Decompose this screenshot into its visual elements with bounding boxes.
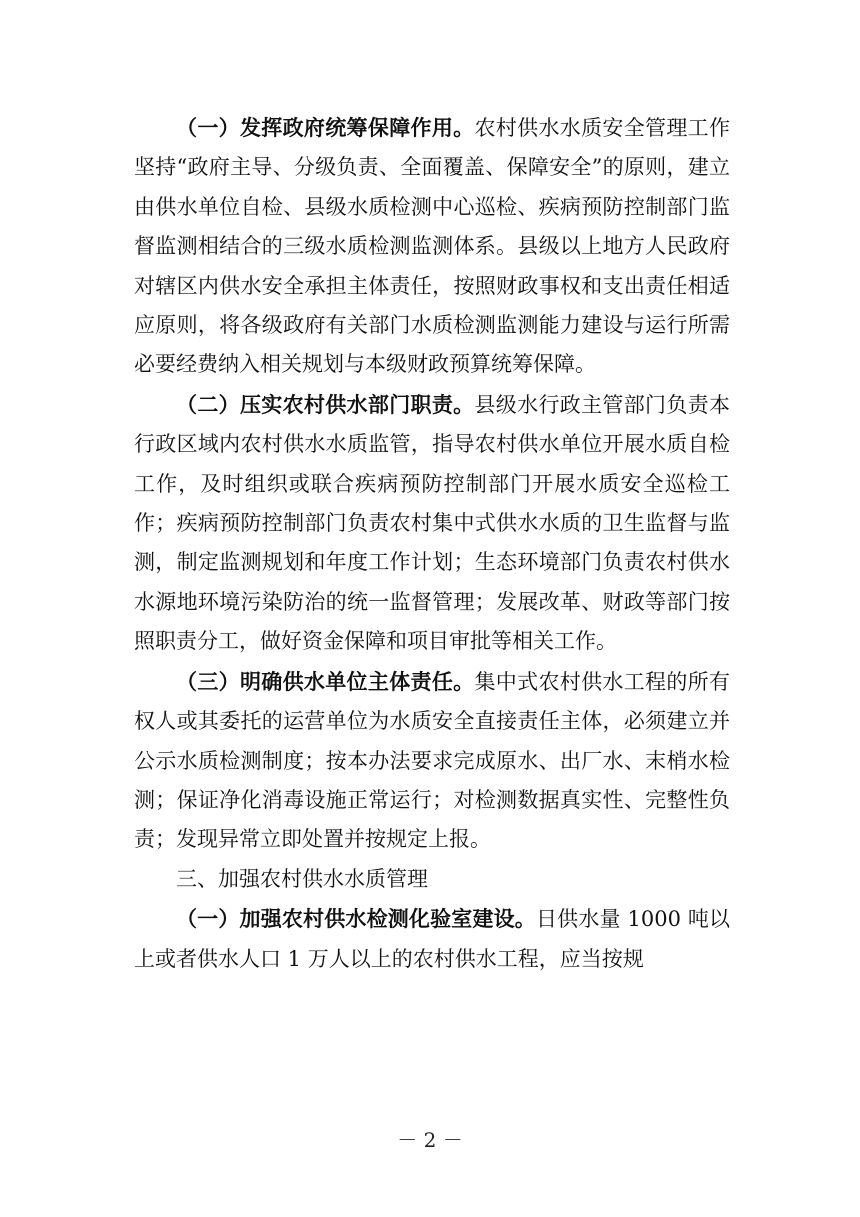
paragraph-text: 县级水行政主管部门负责本行政区域内农村供水水质监管，指导农村供水单位开展水质自检工作，及时组织或联合疾病预防控制部门开展水质安全巡检工作；疾病预防控制部门负责农村集中式供水水质的卫生监督与监测，制定监测规划和年度工作计划；生态环境部门负责农村供水水源地环境污染防治的统一监督管理；发展改革、财政等部门按照职责分工，做好资金保障和项目审批等相关工作。 xyxy=(134,392,731,654)
section-heading: 三、加强农村供水水质管理 xyxy=(176,866,428,891)
paragraph-text: 日供水量 1000 吨以上或者供水人口 1 万人以上的农村供水工程，应当按规 xyxy=(134,907,731,971)
paragraph-supplier-responsibility xyxy=(134,662,730,860)
paragraph-heading: （一）加强农村供水检测化验室建设。 xyxy=(176,906,536,932)
document-body xyxy=(134,108,730,979)
paragraph-heading: （二）压实农村供水部门职责。 xyxy=(176,391,475,417)
paragraph-heading: （三）明确供水单位主体责任。 xyxy=(176,668,475,694)
paragraph-lab-construction xyxy=(134,899,730,979)
paragraph-heading: （一）发挥政府统筹保障作用。 xyxy=(176,115,475,140)
paragraph-text: 农村供水水质安全管理工作坚持“政府主导、分级负责、全面覆盖、保障安全”的原则，建立由供水单位自检、县级水质检测中心巡检、疾病预防控制部门监督监测相结合的三级水质检测监测体系。县级以上地方人民政府对辖区内供水安全承担主体责任，按照财政事权和支出责任相适应原则，将各级政府有关部门水质检测监测能力建设与运行所需必要经费纳入相关规划与本级财政预算统筹保障。 xyxy=(134,116,731,377)
paragraph-text: 集中式农村供水工程的所有权人或其委托的运营单位为水质安全直接责任主体，必须建立并公示水质检测制度；按本办法要求完成原水、出厂水、末梢水检测；保证净化消毒设施正常运行；对检测数据真实性、完整性负责；发现异常立即处置并按规定上报。 xyxy=(134,669,731,852)
page-number: － 2 － xyxy=(397,1128,463,1152)
paragraph-government-role xyxy=(134,108,730,385)
paragraph-department-duties xyxy=(134,385,730,662)
